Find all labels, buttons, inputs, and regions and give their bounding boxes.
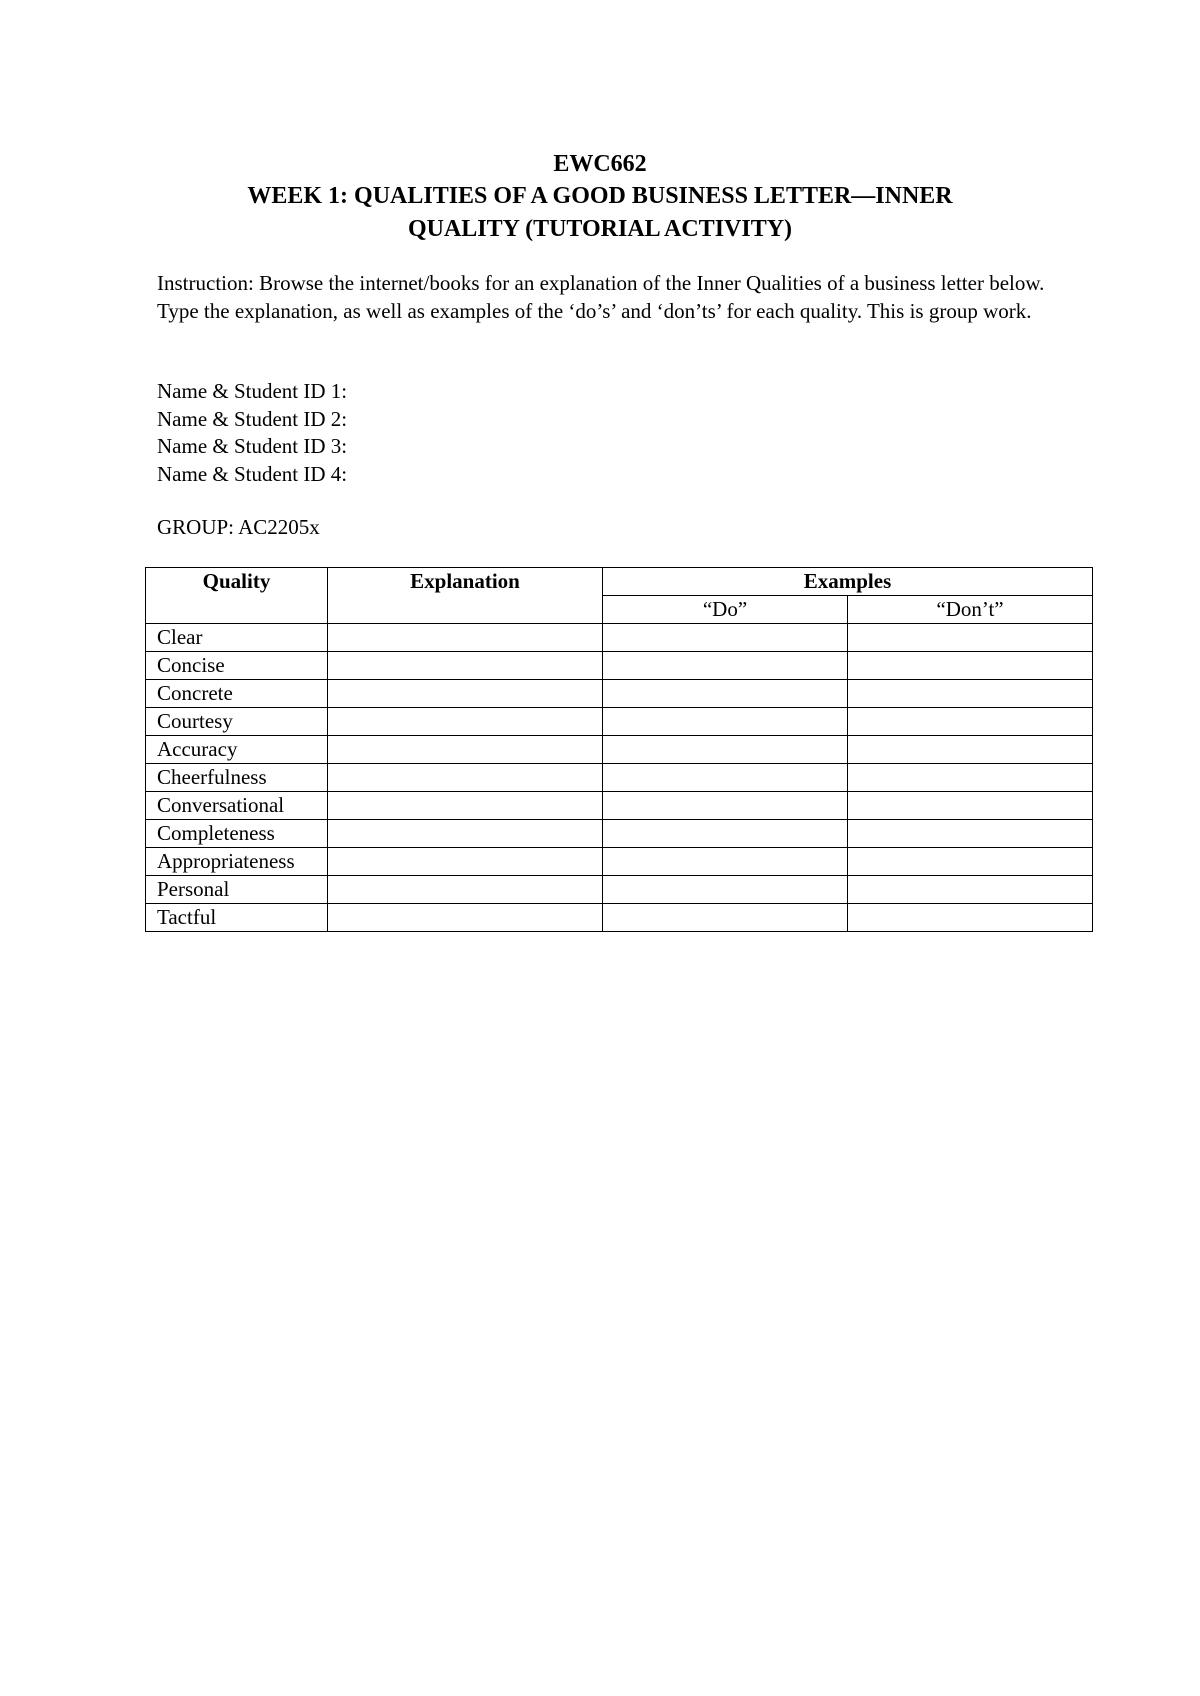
dont-example-cell[interactable] <box>848 708 1093 736</box>
do-example-cell[interactable] <box>603 820 848 848</box>
table-row <box>146 680 1093 708</box>
dont-example-cell[interactable] <box>848 876 1093 904</box>
instruction-text: Instruction: Browse the internet/books for an explanation of the Inner Qualities of a business letter below. Type the explanation, as well as examples of the ‘do’s’ and ‘don’ts’ for each quality. This is group work. <box>157 271 1045 323</box>
table-row <box>146 764 1093 792</box>
do-example-cell[interactable] <box>603 876 848 904</box>
dont-example-cell[interactable] <box>848 904 1093 932</box>
do-example-cell[interactable] <box>603 680 848 708</box>
table-row <box>146 820 1093 848</box>
explanation-cell[interactable] <box>328 904 603 932</box>
student-name-line-2: Name & Student ID 2: <box>157 406 348 431</box>
course-code: EWC662 <box>553 151 647 177</box>
do-example-cell[interactable] <box>603 652 848 680</box>
qualities-table <box>145 567 1093 932</box>
dont-column-header: “Don’t” <box>848 596 1093 624</box>
quality-cell: Concrete <box>146 680 328 708</box>
table-header-row <box>146 568 1093 596</box>
do-example-cell[interactable] <box>603 848 848 876</box>
page-title-line-2: QUALITY (TUTORIAL ACTIVITY) <box>407 216 793 242</box>
quality-cell: Personal <box>146 876 328 904</box>
explanation-cell[interactable] <box>328 764 603 792</box>
table-row <box>146 904 1093 932</box>
do-example-cell[interactable] <box>603 764 848 792</box>
explanation-cell[interactable] <box>328 736 603 764</box>
dont-example-cell[interactable] <box>848 680 1093 708</box>
do-example-cell[interactable] <box>603 904 848 932</box>
quality-cell: Clear <box>146 624 328 652</box>
page-title-line-1: WEEK 1: QUALITIES OF A GOOD BUSINESS LETTER—INNER <box>247 183 953 209</box>
explanation-cell[interactable] <box>328 848 603 876</box>
table-body <box>146 624 1093 932</box>
examples-column-header: Examples <box>603 568 1093 596</box>
table-row <box>146 848 1093 876</box>
dont-example-cell[interactable] <box>848 736 1093 764</box>
table-row <box>146 624 1093 652</box>
explanation-cell[interactable] <box>328 680 603 708</box>
explanation-cell[interactable] <box>328 624 603 652</box>
do-column-header: “Do” <box>603 596 848 624</box>
quality-cell: Accuracy <box>146 736 328 764</box>
explanation-cell[interactable] <box>328 652 603 680</box>
student-names-block <box>157 378 1057 488</box>
quality-cell: Cheerfulness <box>146 764 328 792</box>
dont-example-cell[interactable] <box>848 624 1093 652</box>
do-example-cell[interactable] <box>603 736 848 764</box>
explanation-cell[interactable] <box>328 820 603 848</box>
quality-cell: Conversational <box>146 792 328 820</box>
table-row <box>146 708 1093 736</box>
table-row <box>146 736 1093 764</box>
table-row <box>146 792 1093 820</box>
explanation-column-header: Explanation <box>328 568 603 624</box>
do-example-cell[interactable] <box>603 624 848 652</box>
quality-cell: Appropriateness <box>146 848 328 876</box>
quality-cell: Tactful <box>146 904 328 932</box>
dont-example-cell[interactable] <box>848 848 1093 876</box>
student-name-line-4: Name & Student ID 4: <box>157 461 348 486</box>
dont-example-cell[interactable] <box>848 820 1093 848</box>
table-row <box>146 876 1093 904</box>
group-label: GROUP: AC2205x <box>157 515 320 539</box>
quality-cell: Completeness <box>146 820 328 848</box>
dont-example-cell[interactable] <box>848 652 1093 680</box>
do-example-cell[interactable] <box>603 792 848 820</box>
table-row <box>146 652 1093 680</box>
dont-example-cell[interactable] <box>848 792 1093 820</box>
explanation-cell[interactable] <box>328 876 603 904</box>
student-name-line-3: Name & Student ID 3: <box>157 434 348 458</box>
quality-cell: Courtesy <box>146 708 328 736</box>
explanation-cell[interactable] <box>328 792 603 820</box>
dont-example-cell[interactable] <box>848 764 1093 792</box>
explanation-cell[interactable] <box>328 708 603 736</box>
student-name-line-1: Name & Student ID 1: <box>157 379 348 403</box>
quality-column-header: Quality <box>146 568 328 624</box>
do-example-cell[interactable] <box>603 708 848 736</box>
quality-cell: Concise <box>146 652 328 680</box>
